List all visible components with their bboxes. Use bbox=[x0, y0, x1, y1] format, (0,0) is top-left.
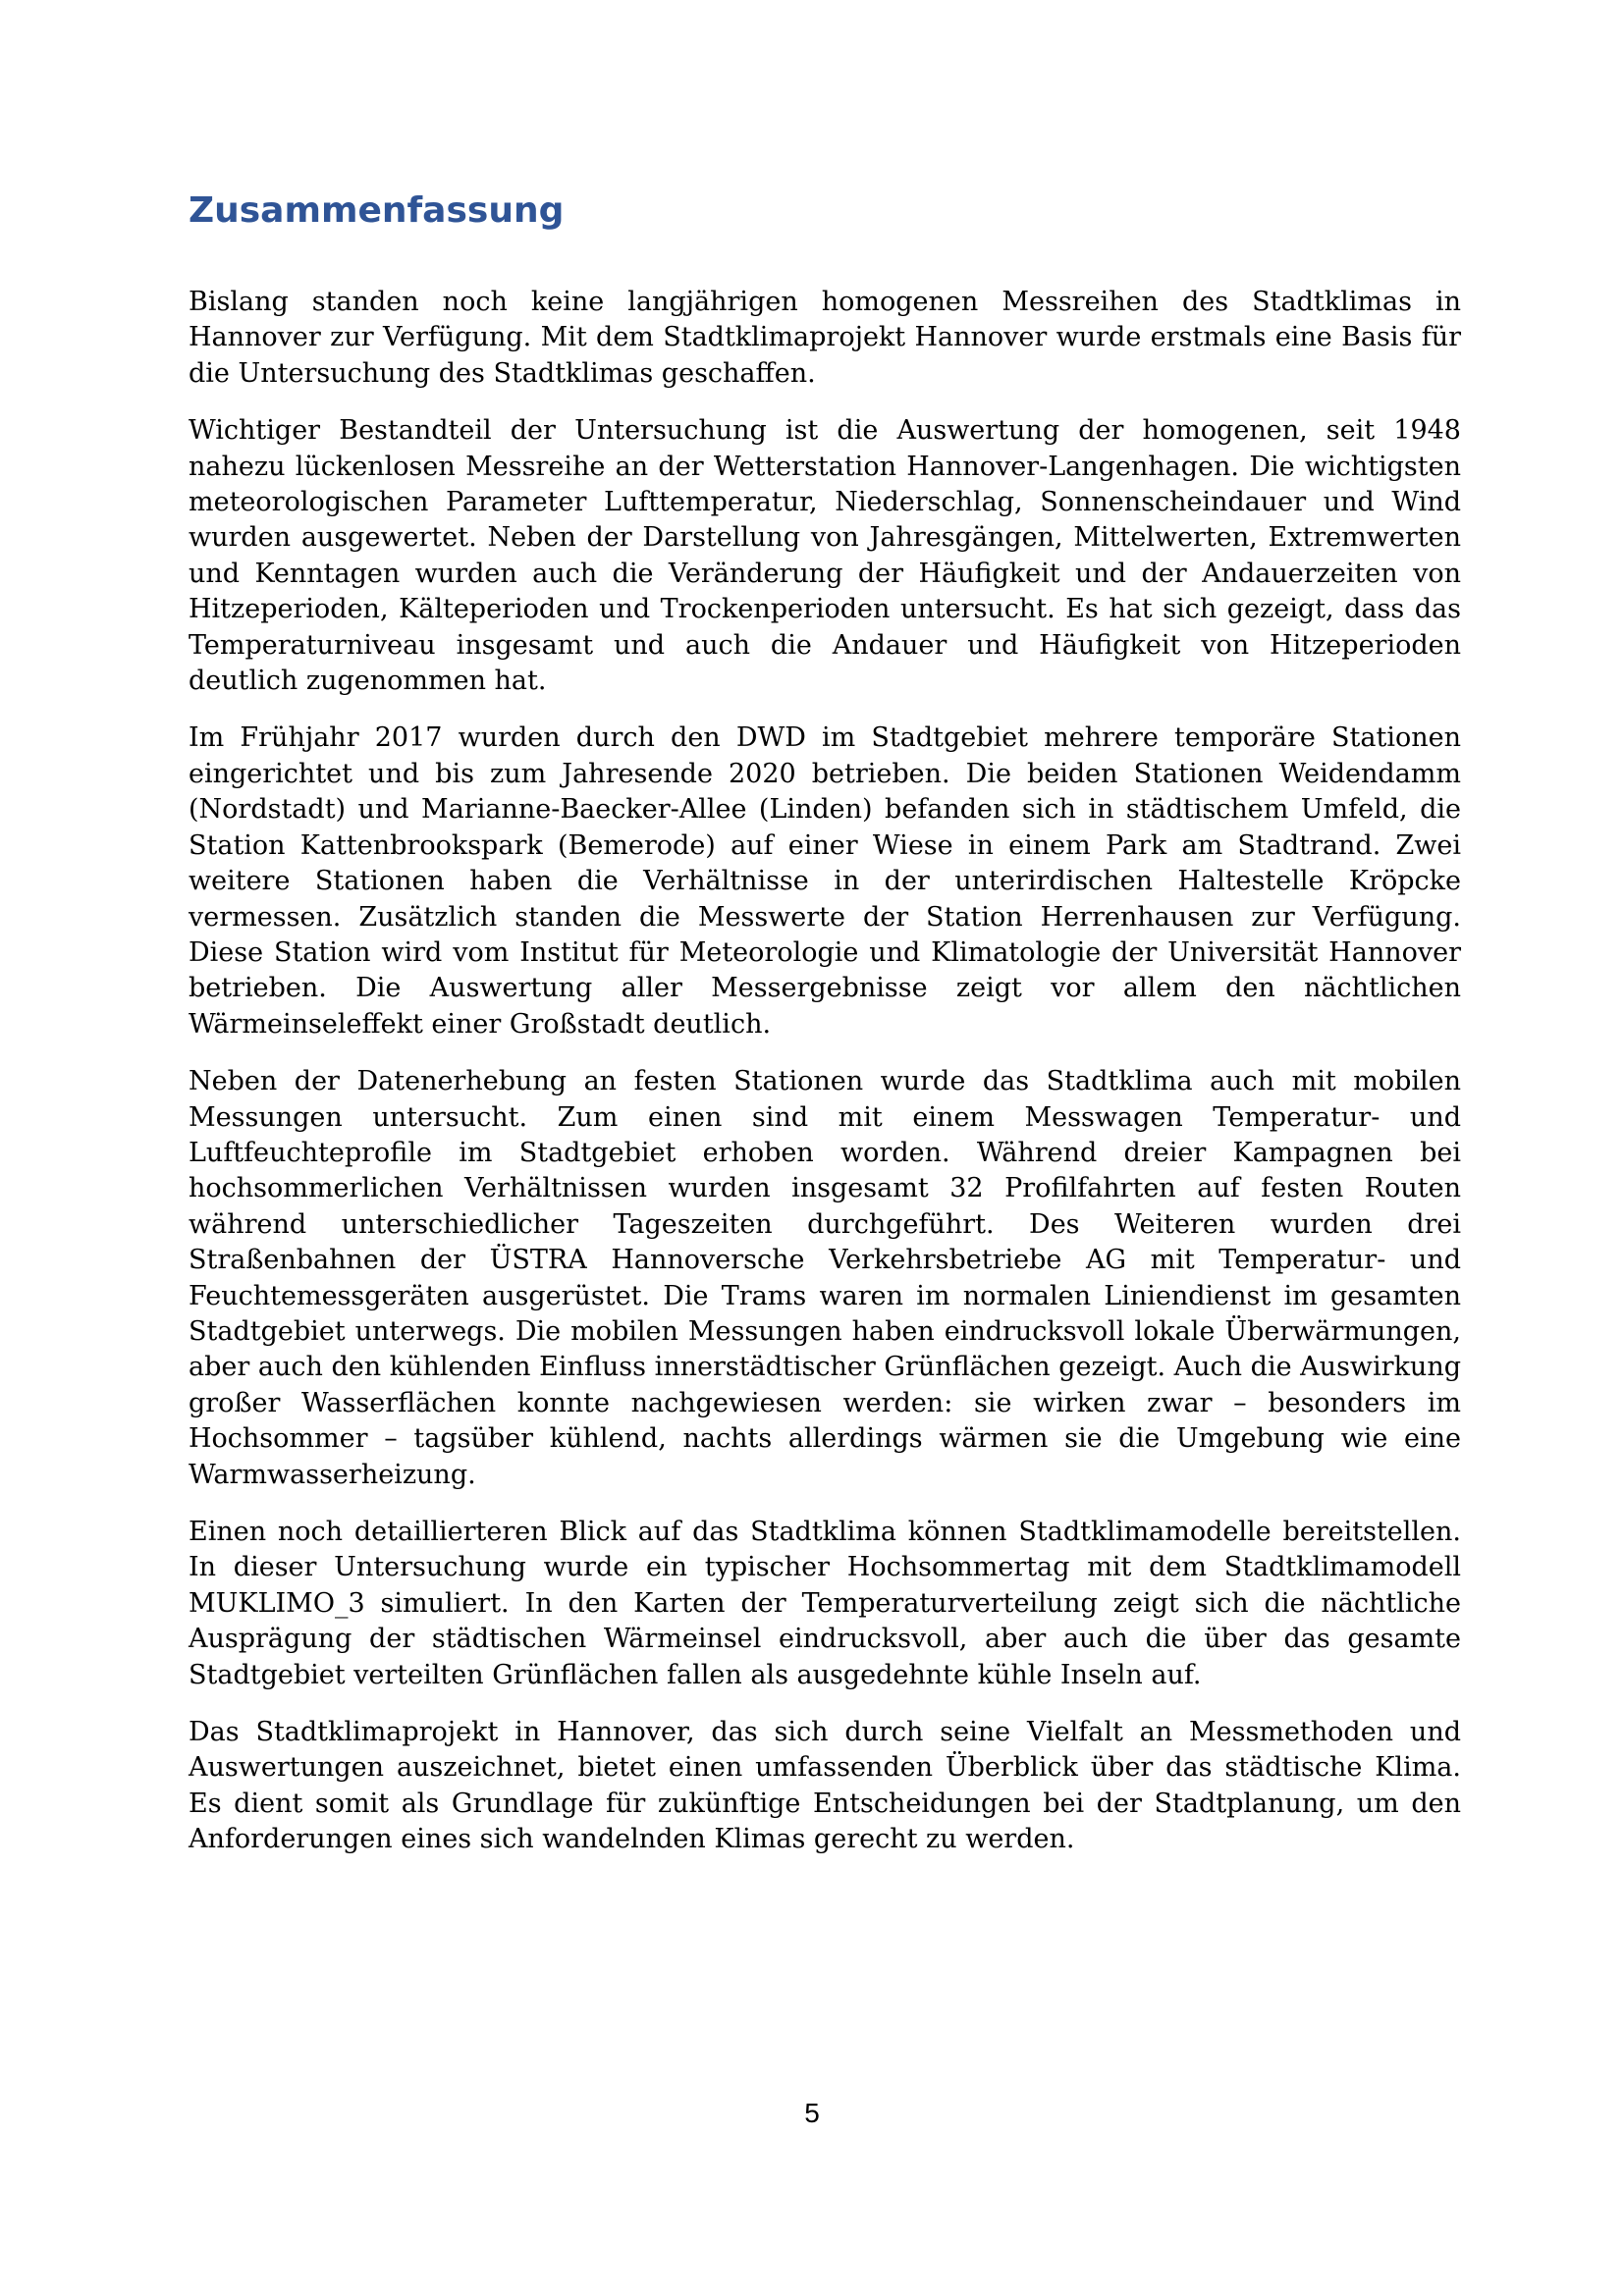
paragraph-climate-model: Einen noch detaillierteren Blick auf das Stadtklima können Stadtklimamodelle bereitstellen. In dieser Untersuchung wurde ein typischer Hochsommertag mit dem Stadtklimamodell MUKLIMO_3 simuliert. In den Karten der Temperaturverteilung zeigt sich die nächtliche Ausprägung der städtischen Wärmeinsel eindrucksvoll, aber auch die über das gesamte Stadtgebiet verteilten Grünflächen fallen als ausgedehnte kühle Inseln auf. bbox=[189, 1517, 1461, 1690]
summary-body bbox=[189, 285, 1461, 1880]
paragraph-temporary-stations: Im Frühjahr 2017 wurden durch den DWD im Stadtgebiet mehrere temporäre Stationen eingerichtet und bis zum Jahresende 2020 betrieben. Die beiden Stationen Weidendamm (Nordstadt) und Marianne-Baecker-Allee (Linden) befanden sich in städtischem Umfeld, die Station Kattenbrookspark (Bemerode) auf einer Wiese in einem Park am Stadtrand. Zwei weitere Stationen haben die Verhältnisse in der unterirdischen Haltestelle Kröpcke vermessen. Zusätzlich standen die Messwerte der Station Herrenhausen zur Verfügung. Diese Station wird vom Institut für Meteorologie und Klimatologie der Universität Hannover betrieben. Die Auswertung aller Messergebnisse zeigt vor allem den nächtlichen Wärmeinseleffekt einer Großstadt deutlich. bbox=[189, 722, 1461, 1040]
paragraph-conclusion: Das Stadtklimaprojekt in Hannover, das sich durch seine Vielfalt an Messmethoden und Auswertungen auszeichnet, bietet einen umfassenden Überblick über das städtische Klima. Es dient somit als Grundlage für zukünftige Entscheidungen bei der Stadtplanung, um den Anforderungen eines sich wandelnden Klimas gerecht zu werden. bbox=[189, 1717, 1461, 1855]
paragraph-intro: Bislang standen noch keine langjährigen homogenen Messreihen des Stadtklimas in Hannover zur Verfügung. Mit dem Stadtklimaprojekt Hannover wurde erstmals eine Basis für die Untersuchung des Stadtklimas geschaffen. bbox=[189, 287, 1461, 389]
section-heading: Zusammenfassung bbox=[189, 190, 565, 231]
paragraph-langenhagen-series: Wichtiger Bestandteil der Untersuchung ist die Auswertung der homogenen, seit 1948 nahezu lückenlosen Messreihe an der Wetterstation Hannover-Langenhagen. Die wichtigsten meteorologischen Parameter Lufttemperatur, Niederschlag, Sonnenscheindauer und Wind wurden ausgewertet. Neben der Darstellung von Jahresgängen, Mittelwerten, Extremwerten und Kenntagen wurden auch die Veränderung der Häufigkeit und der Andauerzeiten von Hitzeperioden, Kälteperioden und Trockenperioden untersucht. Es hat sich gezeigt, dass das Temperaturniveau insgesamt und auch die Andauer und Häufigkeit von Hitzeperioden deutlich zugenommen hat. bbox=[189, 415, 1461, 697]
paragraph-mobile-measurements: Neben der Datenerhebung an festen Stationen wurde das Stadtklima auch mit mobilen Messungen untersucht. Zum einen sind mit einem Messwagen Temperatur- und Luftfeuchteprofile im Stadtgebiet erhoben worden. Während dreier Kampagnen bei hochsommerlichen Verhältnissen wurden insgesamt 32 Profilfahrten auf festen Routen während unterschiedlicher Tageszeiten durchgeführt. Des Weiteren wurden drei Straßenbahnen der ÜSTRA Hannoversche Verkehrsbetriebe AG mit Temperatur- und Feuchtemessgeräten ausgerüstet. Die Trams waren im normalen Liniendienst im gesamten Stadtgebiet unterwegs. Die mobilen Messungen haben eindrucksvoll lokale Überwärmungen, aber auch den kühlenden Einfluss innerstädtischer Grünflächen gezeigt. Auch die Auswirkung großer Wasserflächen konnte nachgewiesen werden: sie wirken zwar – besonders im Hochsommer – tagsüber kühlend, nachts allerdings wärmen sie die Umgebung wie eine Warmwasserheizung. bbox=[189, 1066, 1461, 1490]
page-number: 5 bbox=[804, 2098, 820, 2128]
